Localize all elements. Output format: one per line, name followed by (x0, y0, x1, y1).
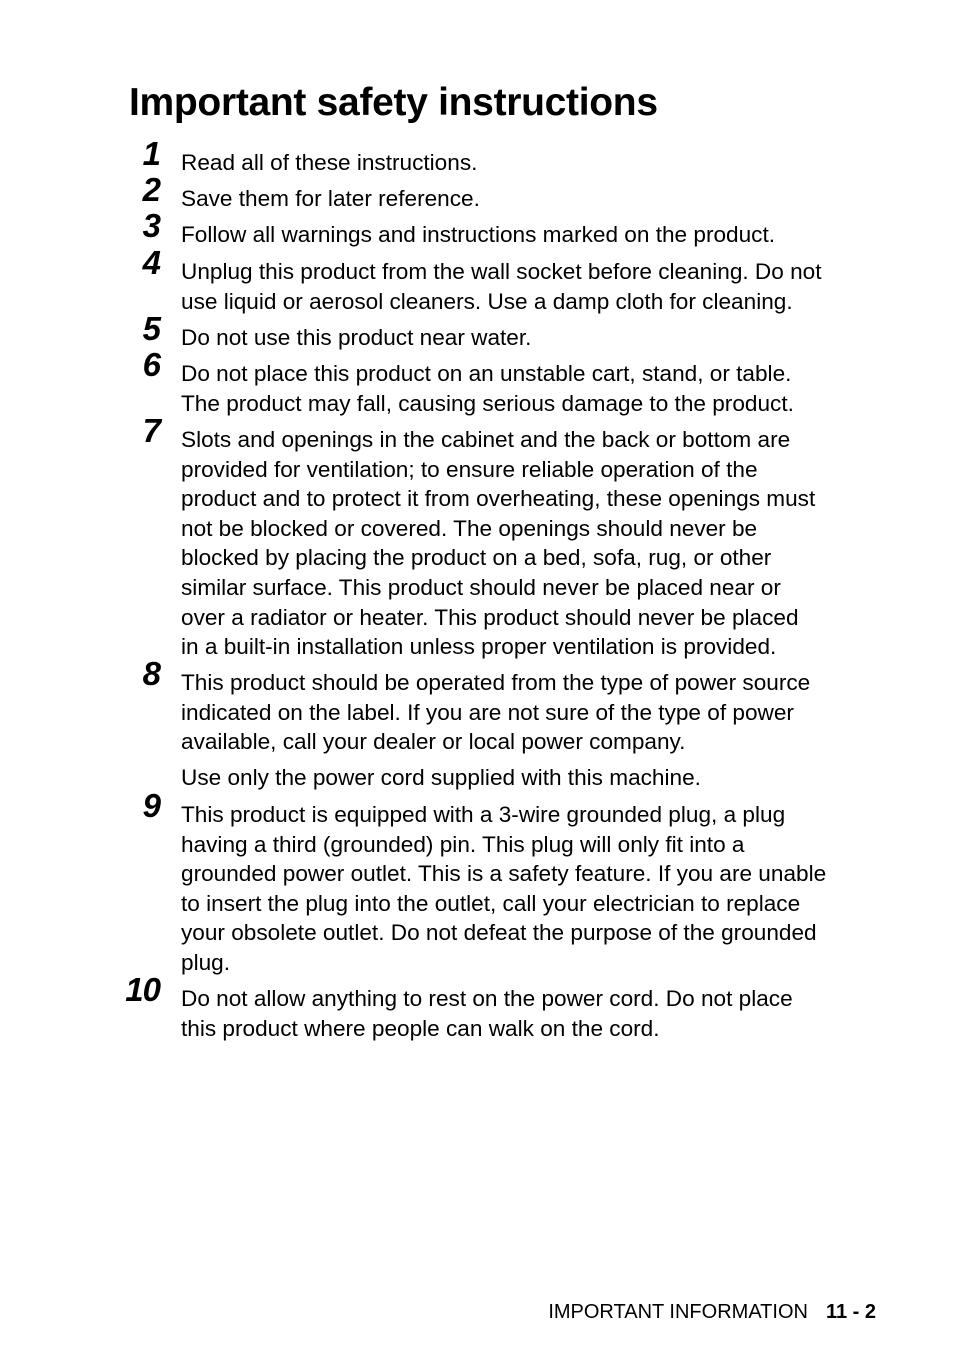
item-text-line: provided for ventilation; to ensure reliable operation of the (181, 456, 758, 482)
item-text-line: your obsolete outlet. Do not defeat the purpose of the grounded (181, 920, 817, 946)
item-number: 7 (142, 412, 160, 449)
item-text (181, 148, 881, 178)
page-number: 11 - 2 (825, 1301, 876, 1323)
page-footer (548, 1299, 876, 1325)
item-text-line: similar surface. This product should never be placed near or (181, 574, 781, 600)
item-text-line: this product where people can walk on the cord. (181, 1015, 660, 1041)
item-text-line: product and to protect it from overheating, these openings must (181, 486, 816, 512)
item-text-line: available, call your dealer or local power company. (181, 729, 686, 755)
item-number: 10 (125, 971, 160, 1008)
item-text-line: indicated on the label. If you are not sure of the type of power (181, 699, 794, 725)
item-text-line: Read all of these instructions. (181, 150, 478, 175)
item-text-line: Use only the power cord supplied with this machine. (181, 765, 701, 790)
item-text-line: The product may fall, causing serious damage to the product. (181, 390, 794, 416)
item-text-line: having a third (grounded) pin. This plug will only fit into a (181, 831, 745, 857)
footer-section-title: IMPORTANT INFORMATION (548, 1301, 808, 1323)
item-text (181, 323, 881, 353)
item-text-line: not be blocked or covered. The openings should never be (181, 515, 758, 541)
item-number: 9 (142, 787, 160, 824)
item-text (181, 257, 881, 316)
item-text-line: Do not allow anything to rest on the power cord. Do not place (181, 986, 793, 1011)
item-number: 3 (142, 207, 160, 244)
item-text-line: plug. (181, 949, 230, 975)
item-text-line: to insert the plug into the outlet, call your electrician to replace (181, 890, 801, 916)
item-text-line: Do not place this product on an unstable cart, stand, or table. (181, 361, 792, 386)
page-title: Important safety instructions (129, 81, 658, 124)
item-text-line: blocked by placing the product on a bed, sofa, rug, or other (181, 545, 772, 571)
item-number: 6 (142, 346, 160, 383)
item-number: 5 (142, 310, 160, 347)
item-number: 1 (142, 135, 160, 172)
item-text (181, 800, 881, 978)
item-text-line: Do not use this product near water. (181, 325, 532, 350)
item-text (181, 984, 881, 1043)
item-text (181, 763, 881, 793)
item-text (181, 668, 881, 757)
item-text-line: Unplug this product from the wall socket before cleaning. Do not (181, 259, 822, 284)
item-text-line: over a radiator or heater. This product should never be placed (181, 604, 799, 630)
item-number: 4 (142, 244, 160, 281)
item-text (181, 184, 881, 214)
item-text-line: This product should be operated from the type of power source (181, 670, 811, 695)
item-text-line: in a built-in installation unless proper ventilation is provided. (181, 634, 777, 660)
item-text (181, 359, 881, 418)
item-text-line: use liquid or aerosol cleaners. Use a damp cloth for cleaning. (181, 288, 793, 314)
item-text-line: This product is equipped with a 3-wire grounded plug, a plug (181, 802, 786, 827)
item-text-line: grounded power outlet. This is a safety feature. If you are unable (181, 861, 827, 887)
item-number: 2 (142, 171, 160, 208)
item-number: 8 (142, 655, 160, 692)
item-text (181, 220, 881, 250)
item-text-line: Slots and openings in the cabinet and the back or bottom are (181, 427, 791, 452)
item-text-line: Save them for later reference. (181, 186, 480, 211)
item-text (181, 425, 881, 662)
item-text-line: Follow all warnings and instructions marked on the product. (181, 222, 776, 247)
